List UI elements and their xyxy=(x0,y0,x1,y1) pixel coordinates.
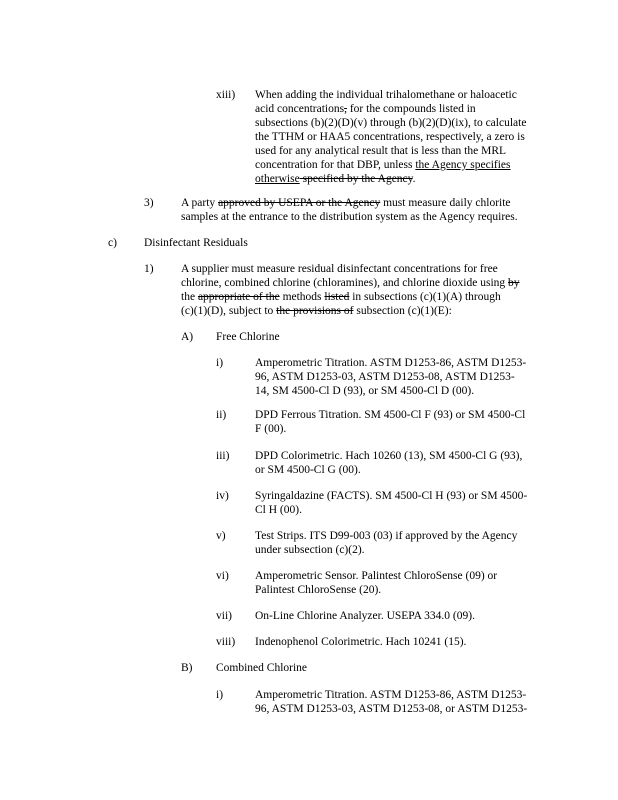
text-line: DPD Colorimetric. Hach 10260 (13), SM 4500-Cl G (93), xyxy=(255,450,523,462)
text-line: 96, ASTM D1253-03, ASTM D1253-08, or ASTM D1253- xyxy=(255,703,528,715)
text-run: . xyxy=(412,173,416,185)
text-line: Syringaldazine (FACTS). SM 4500-Cl H (93) or SM 4500- xyxy=(255,490,528,502)
text-line xyxy=(181,276,520,290)
text-line: DPD Ferrous Titration. SM 4500-Cl F (93) or SM 4500-Cl xyxy=(255,409,526,421)
free-chlorine-item-text xyxy=(255,408,525,436)
free-chlorine-item-text xyxy=(255,609,475,623)
subsection-heading-B: Combined Chlorine xyxy=(216,662,308,674)
text-line xyxy=(181,262,520,276)
text-line xyxy=(181,290,520,304)
text-line xyxy=(255,130,526,144)
paragraph-c1 xyxy=(181,262,520,318)
text-line: under subsection (c)(2). xyxy=(255,544,365,556)
text-run: used for any analytical result that is less than the MRL xyxy=(255,145,507,157)
text-line: Cl H (00). xyxy=(255,504,302,516)
subsection-label-B: B) xyxy=(181,662,193,674)
text-line xyxy=(255,116,526,130)
text-line: Test Strips. ITS D99-003 (03) if approved by the Agency xyxy=(255,530,518,542)
deleted-text: , xyxy=(344,103,347,115)
text-line: Amperometric Titration. ASTM D1253-86, ASTM D1253- xyxy=(255,689,527,701)
free-chlorine-item-text xyxy=(255,635,466,649)
free-chlorine-item-label: iv) xyxy=(216,490,229,502)
text-run: subsections (b)(2)(D)(v) through (b)(2)(D)(ix), to calculate xyxy=(255,117,527,129)
item-label-b3: 3) xyxy=(144,197,154,209)
deleted-text: specified by the Agency xyxy=(299,173,413,185)
text-line: Palintest ChloroSense (20). xyxy=(255,584,382,596)
free-chlorine-item-label: iii) xyxy=(216,450,230,462)
text-run: subsection (c)(1)(E): xyxy=(353,305,452,317)
text-run: methods xyxy=(279,291,325,303)
section-heading-c: Disinfectant Residuals xyxy=(144,237,248,249)
text-run: A supplier must measure residual disinfectant concentrations for free xyxy=(181,263,498,275)
combined-chlorine-item-text xyxy=(255,688,527,716)
deleted-text: the provisions of xyxy=(276,305,354,317)
text-line xyxy=(255,88,526,102)
free-chlorine-item-text xyxy=(255,489,527,517)
text-line xyxy=(255,144,526,158)
text-run: acid concentrations xyxy=(255,103,345,115)
text-line: On-Line Chlorine Analyzer. USEPA 334.0 (09). xyxy=(255,610,475,622)
free-chlorine-item-text xyxy=(255,529,517,557)
deleted-text: by xyxy=(508,277,520,289)
subsection-heading-A: Free Chlorine xyxy=(216,331,280,343)
deleted-text: approved by USEPA or the Agency xyxy=(218,197,381,209)
text-line xyxy=(255,172,526,186)
text-run: the xyxy=(181,291,198,303)
text-run: must measure daily chlorite xyxy=(380,197,511,209)
free-chlorine-item-text xyxy=(255,569,497,597)
text-line: Indenophenol Colorimetric. Hach 10241 (15). xyxy=(255,636,467,648)
text-run: concentration for that DBP, unless xyxy=(255,159,416,171)
text-line xyxy=(181,196,518,210)
text-run: A party xyxy=(181,197,219,209)
free-chlorine-item-label: vi) xyxy=(216,570,229,582)
text-run: When adding the individual trihalomethane or haloacetic xyxy=(255,89,517,101)
item-label-c1: 1) xyxy=(144,263,154,275)
text-line: F (00). xyxy=(255,423,287,435)
section-label-c: c) xyxy=(108,237,117,249)
text-run: in subsections (c)(1)(A) through xyxy=(349,291,501,303)
free-chlorine-item-label: viii) xyxy=(216,636,236,648)
text-line: or SM 4500-Cl G (00). xyxy=(255,464,361,476)
subsection-label-A: A) xyxy=(181,331,194,343)
paragraph-xiii xyxy=(255,88,526,186)
deleted-text: appropriate of the xyxy=(197,291,280,303)
free-chlorine-item-text xyxy=(255,356,526,398)
text-line xyxy=(255,158,526,172)
free-chlorine-item-text xyxy=(255,449,522,477)
inserted-text: the Agency specifies xyxy=(415,159,511,171)
text-line: Amperometric Titration. ASTM D1253-86, ASTM D1253- xyxy=(255,357,527,369)
free-chlorine-item-label: v) xyxy=(216,530,226,542)
text-line: 14, SM 4500-Cl D (93), or SM 4500-Cl D (00). xyxy=(255,385,475,397)
text-line xyxy=(255,102,526,116)
item-label-xiii: xiii) xyxy=(216,89,236,101)
text-run: for the compounds listed in xyxy=(346,103,476,115)
free-chlorine-item-label: vii) xyxy=(216,610,232,622)
combined-chlorine-item-label: i) xyxy=(216,689,224,701)
free-chlorine-item-label: ii) xyxy=(216,409,227,421)
text-line xyxy=(181,304,520,318)
text-line: Amperometric Sensor. Palintest ChloroSense (09) or xyxy=(255,570,498,582)
inserted-text: otherwise xyxy=(255,173,300,185)
free-chlorine-item-label: i) xyxy=(216,357,224,369)
text-run: the TTHM or HAA5 concentrations, respectively, a zero is xyxy=(255,131,525,143)
paragraph-b3 xyxy=(181,196,518,224)
text-run: (c)(1)(D), subject to xyxy=(181,305,277,317)
text-line xyxy=(181,210,518,224)
text-run: samples at the entrance to the distribution system as the Agency requires. xyxy=(181,211,518,223)
text-run: chlorine, combined chlorine (chloramines), and chlorine dioxide using xyxy=(181,277,509,289)
text-line: 96, ASTM D1253-03, ASTM D1253-08, ASTM D1253- xyxy=(255,371,515,383)
deleted-text: listed xyxy=(324,291,350,303)
